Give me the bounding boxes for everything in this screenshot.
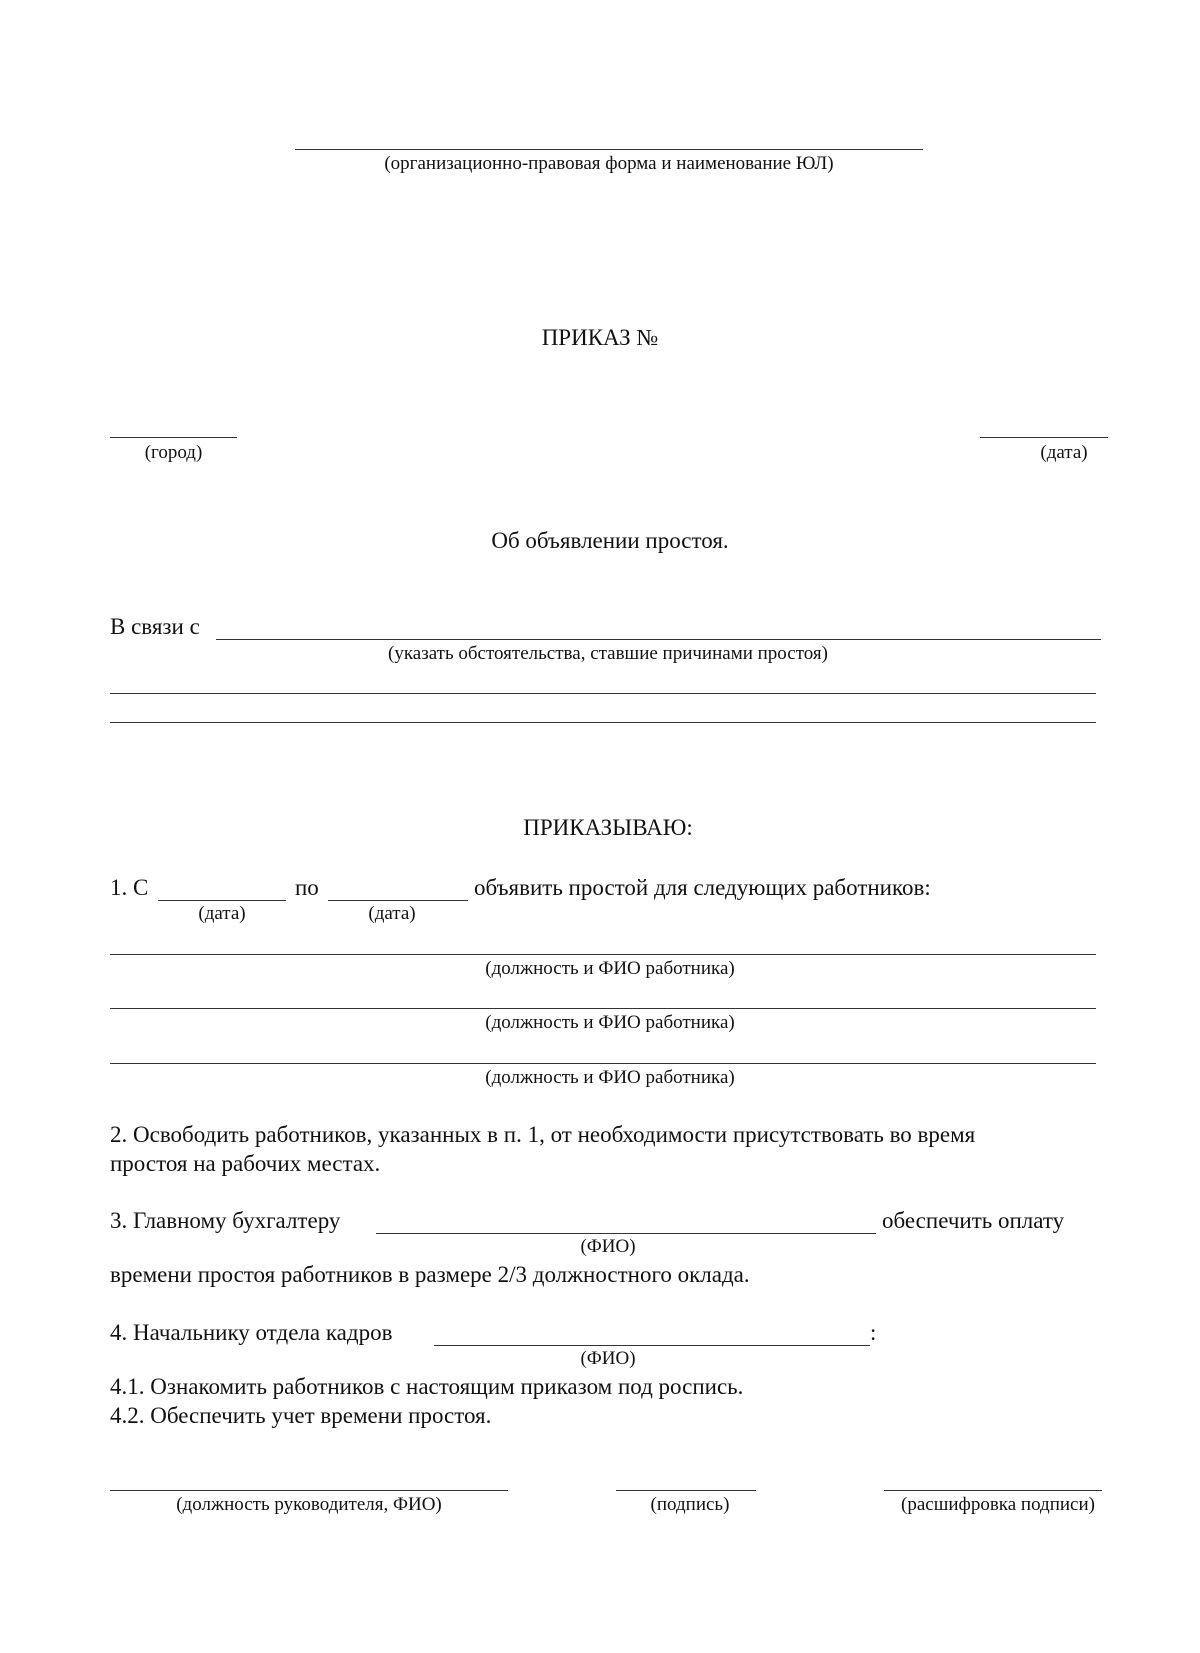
org-name-line[interactable] <box>295 149 923 150</box>
item3-suffix: обеспечить оплату <box>882 1208 1065 1233</box>
city-line[interactable] <box>110 437 237 438</box>
item2-line-1: 2. Освободить работников, указанных в п. 1, от необходимости присутствовать во время <box>110 1122 976 1147</box>
item1-date-to-caption: (дата) <box>368 903 416 924</box>
accountant-name-caption: (ФИО) <box>580 1236 636 1257</box>
document-title: ПРИКАЗ № <box>541 325 659 350</box>
signature-line[interactable] <box>616 1490 756 1491</box>
item4-suffix: : <box>870 1320 877 1345</box>
reason-prefix: В связи с <box>110 614 200 639</box>
order-subject: Об объявлении простоя. <box>491 528 729 553</box>
item1-date-to-line[interactable] <box>328 900 468 901</box>
reason-line-1[interactable] <box>216 639 1101 640</box>
employee-line-2[interactable] <box>110 1008 1096 1009</box>
reason-caption: (указать обстоятельства, ставшие причинами простоя) <box>388 643 828 664</box>
item1-date-from-line[interactable] <box>158 900 286 901</box>
signature-decoding-caption: (расшифровка подписи) <box>901 1494 1095 1515</box>
item4-sub-1: 4.1. Ознакомить работников с настоящим приказом под роспись. <box>110 1374 744 1399</box>
employee-line-1[interactable] <box>110 954 1096 955</box>
city-caption: (город) <box>144 442 203 463</box>
hr-head-name-caption: (ФИО) <box>580 1348 636 1369</box>
employee-caption-1: (должность и ФИО работника) <box>485 958 735 979</box>
accountant-name-line[interactable] <box>376 1233 876 1234</box>
item1-prefix: 1. С <box>110 875 149 900</box>
employee-line-3[interactable] <box>110 1063 1096 1064</box>
date-caption: (дата) <box>1040 442 1088 463</box>
date-line[interactable] <box>980 437 1108 438</box>
position-name-caption: (должность руководителя, ФИО) <box>176 1494 442 1515</box>
item3-prefix: 3. Главному бухгалтеру <box>110 1208 341 1233</box>
employee-caption-2: (должность и ФИО работника) <box>485 1012 735 1033</box>
order-word: ПРИКАЗЫВАЮ: <box>523 815 693 840</box>
item2-line-2: простоя на рабочих местах. <box>110 1151 381 1176</box>
item1-middle: по <box>295 875 319 900</box>
org-name-caption: (организационно-правовая форма и наименование ЮЛ) <box>384 153 834 174</box>
signature-decoding-line[interactable] <box>884 1490 1102 1491</box>
signature-caption: (подпись) <box>650 1494 730 1515</box>
item4-sub-2: 4.2. Обеспечить учет времени простоя. <box>110 1403 492 1428</box>
item3-line-2: времени простоя работников в размере 2/3 должностного оклада. <box>110 1262 750 1287</box>
position-name-line[interactable] <box>110 1490 508 1491</box>
employee-caption-3: (должность и ФИО работника) <box>485 1067 735 1088</box>
reason-line-3[interactable] <box>110 722 1096 723</box>
reason-line-2[interactable] <box>110 693 1096 694</box>
item4-prefix: 4. Начальнику отдела кадров <box>110 1320 393 1345</box>
hr-head-name-line[interactable] <box>434 1345 870 1346</box>
item1-date-from-caption: (дата) <box>198 903 246 924</box>
item1-suffix: объявить простой для следующих работников: <box>474 875 931 900</box>
